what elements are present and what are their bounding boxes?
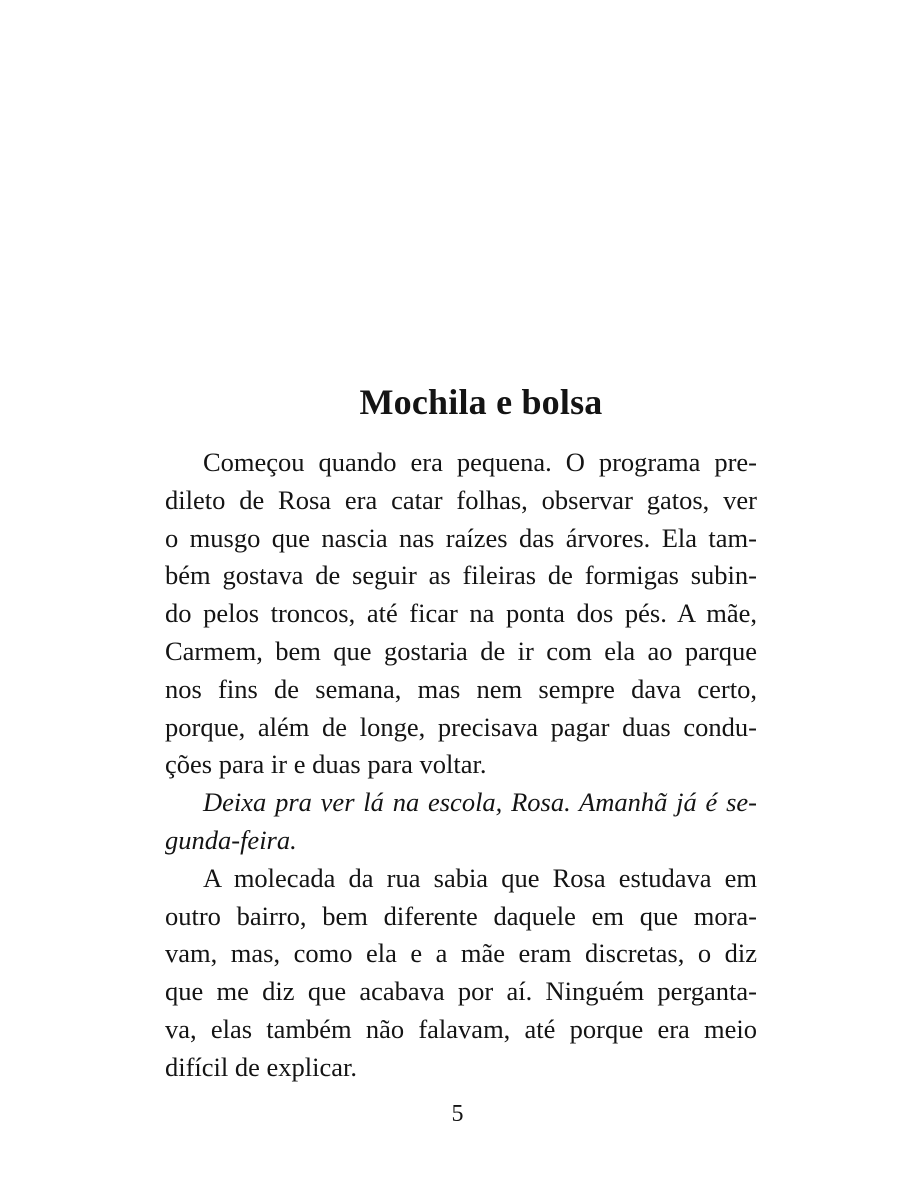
paragraph-2-line-1: Deixa pra ver lá na escola, Rosa. Amanhã já é se- (203, 787, 757, 818)
paragraph-1-line-8: porque, além de longe, precisava pagar duas condu- (165, 711, 757, 742)
paragraph-1-line-6: Carmem, bem que gostaria de ir com ela ao parque (165, 635, 757, 666)
chapter-title: Mochila e bolsa (359, 382, 603, 422)
chapter-body (165, 444, 757, 1087)
paragraph-2-line-2: gunda-feira. (165, 824, 297, 855)
paragraph-1-line-1: Começou quando era pequena. O programa pre- (203, 447, 757, 477)
paragraph-1-line-7: nos fins de semana, mas nem sempre dava certo, (165, 673, 757, 704)
paragraph-3-line-2: outro bairro, bem diferente daquele em que mora- (165, 900, 757, 931)
page-number: 5 (451, 1101, 464, 1127)
paragraph-1-line-2: dileto de Rosa era catar folhas, observar gatos, ver (165, 484, 757, 515)
paragraph-1-line-9: ções para ir e duas para voltar. (165, 749, 487, 780)
paragraph-3-line-6: difícil de explicar. (165, 1051, 358, 1082)
paragraph-1-line-5: do pelos troncos, até ficar na ponta dos pés. A mãe, (165, 598, 757, 629)
paragraph-3-line-5: va, elas também não falavam, até porque era meio (165, 1013, 757, 1044)
paragraph-3-line-4: que me diz que acabava por aí. Ninguém perganta- (165, 976, 757, 1007)
paragraph-3-line-3: vam, mas, como ela e a mãe eram discretas, o diz (165, 938, 757, 969)
paragraph-3-line-1: A molecada da rua sabia que Rosa estudava em (203, 862, 757, 893)
paragraph-1-line-3: o musgo que nascia nas raízes das árvores. Ela tam- (165, 522, 757, 553)
paragraph-1-line-4: bém gostava de seguir as fileiras de formigas subin- (165, 560, 757, 591)
